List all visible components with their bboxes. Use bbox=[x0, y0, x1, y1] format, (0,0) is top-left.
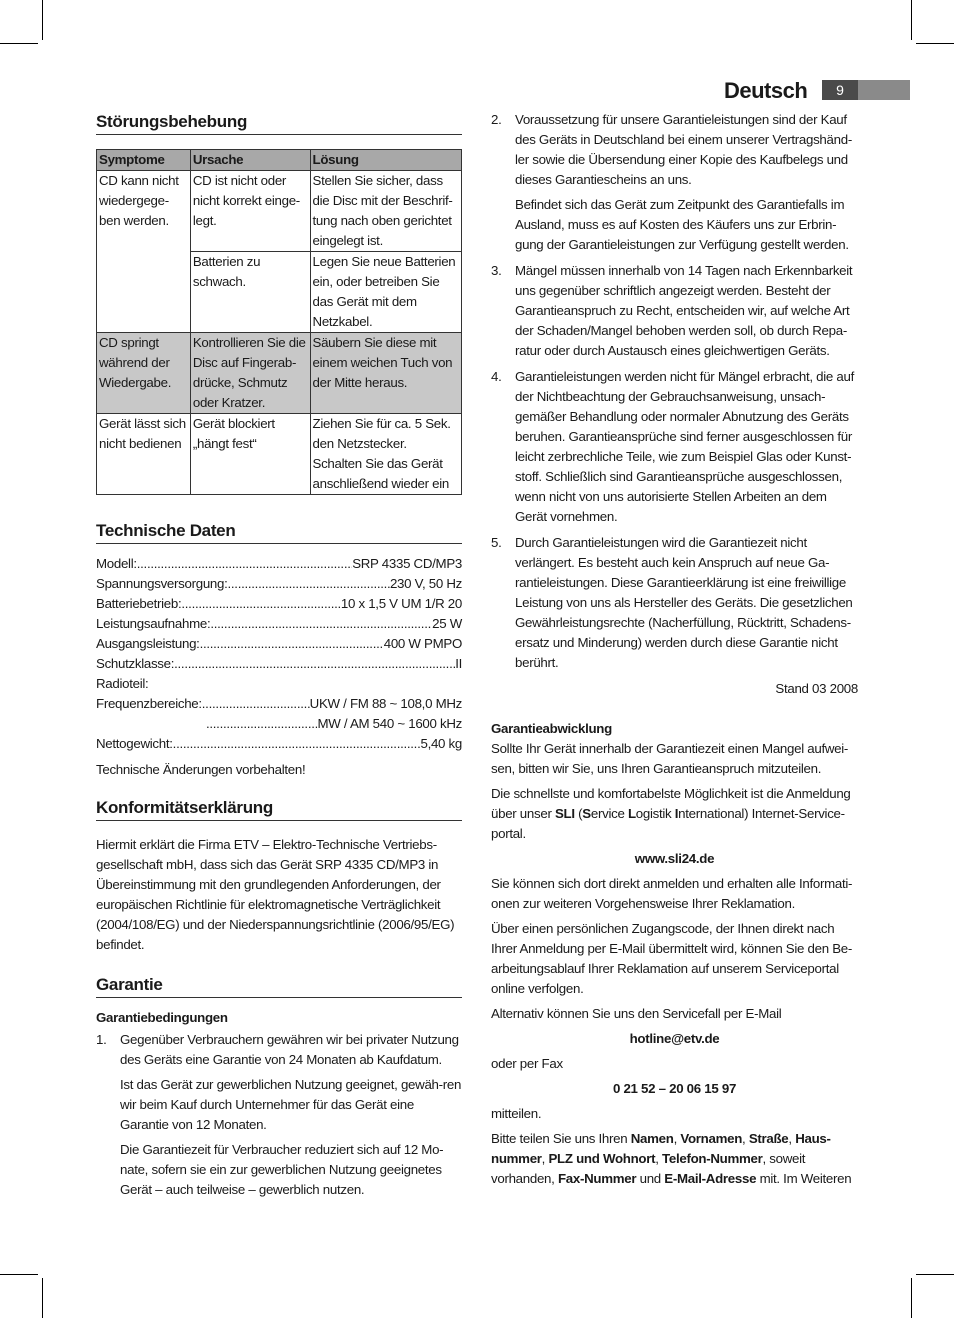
crop-mark bbox=[0, 43, 38, 44]
spec-list bbox=[96, 554, 462, 754]
troubleshooting-table bbox=[96, 149, 462, 495]
list-item: 4. Garantieleistungen werden nicht für Mängel erbracht, die auf der Nichtbeachtung der Gebrauchsanweisung, unsach-gemäßer Behandlung oder normaler Abnutzung des Geräts beruhen. Garantieansprüche sind ferner ausgeschlossen für leicht zerbrechliche Teile, wie zum Beispiel Glas oder Kunst-stoff. Schließlich sind Garantieansprüche ausgeschlossen, wenn nicht von uns autorisierte Stellen Arbeiten an dem Gerät vornehmen. bbox=[491, 369, 855, 524]
warranty-list bbox=[96, 1030, 462, 1200]
handling-text: Über einen persönlichen Zugangscode, der Ihnen direkt nach Ihrer Anmeldung per E-Mail übermittelt wird, können Sie den Be-arbeitungsablauf Ihrer Reklamation auf unserem Serviceportal online verfolgen. bbox=[491, 921, 852, 996]
table-cell: Gerät blockiert „hängt fest“ bbox=[190, 414, 310, 495]
table-cell: CD kann nicht wiedergege-ben werden. bbox=[97, 171, 191, 333]
crop-mark bbox=[0, 1274, 38, 1275]
list-item: 2. Voraussetzung für unsere Garantieleistungen sind der Kauf des Geräts in Deutschland bei einem unserer Vertragshänd-ler sowie die Übersendung einer Kopie des Kaufbelegs und dieses Garantiescheins an uns. Befindet sich das Gerät zum Zeitpunkt des Garantiefalls im Ausland, muss es auf Kosten des Käufers uns zur Erbrin-gung der Garantieleistungen zur Verfügung gestellt werden. bbox=[491, 112, 852, 252]
list-item: 3. Mängel müssen innerhalb von 14 Tagen nach Erkennbarkeit uns gegenüber schriftlich angezeigt werden. Besteht der Garantieanspruch zu Recht, entscheiden wir, auf welche Art der Schaden/Mangel behoben werden soll, ob durch Repa-ratur oder durch Austausch eines gleichwertigen Geräts. bbox=[491, 263, 853, 358]
column-header: Lösung bbox=[310, 150, 461, 171]
spec-row: Frequenzbereiche: ..... UKW / FM 88 ~ 108,0 MHz bbox=[96, 694, 462, 714]
conformity-title: Konformitätserklärung bbox=[96, 798, 462, 821]
spec-row: Leistungsaufnahme: ..... 25 W bbox=[96, 614, 462, 634]
table-cell: CD ist nicht oder nicht korrekt einge-legt. bbox=[190, 171, 310, 252]
column-header: Symptome bbox=[97, 150, 191, 171]
spec-row: Schutzklasse: ..... II bbox=[96, 654, 462, 674]
handling-final-text: Bitte teilen Sie uns Ihren Namen, Vornamen, Straße, Haus-nummer, PLZ und Wohnort, Telefon-Nummer, soweit vorhanden, Fax-Nummer und E-Mail-Adresse mit. Im Weiteren bbox=[491, 1131, 852, 1186]
table-cell: Säubern Sie diese mit einem weichen Tuch von der Mitte heraus. bbox=[310, 333, 461, 414]
troubleshooting-title: Störungsbehebung bbox=[96, 112, 462, 135]
crop-mark bbox=[916, 43, 954, 44]
spec-row: Batteriebetrieb: ..... 10 x 1,5 V UM 1/R 20 bbox=[96, 594, 462, 614]
table-row bbox=[97, 414, 462, 495]
handling-text: Sollte Ihr Gerät innerhalb der Garantiezeit einen Mangel aufwei-sen, bitten wir Sie, uns Ihren Garantieanspruch mitzuteilen. bbox=[491, 741, 849, 776]
spec-row: Modell: ..... SRP 4335 CD/MP3 bbox=[96, 554, 462, 574]
crop-mark bbox=[911, 0, 912, 40]
list-item: 1. Gegenüber Verbrauchern gewähren wir bei privater Nutzung des Geräts eine Garantie von 24 Monaten ab Kaufdatum. Ist das Gerät zur gewerblichen Nutzung geeignet, gewäh-ren wir beim Kauf durch Unternehmer für das Gerät eine Garantie von 12 Monaten. Die Garantiezeit für Verbraucher reduziert sich auf 12 Mo-nate, sofern sie ein zur gewerblichen Nutzung geeignetes Gerät – auch teilweise – gewerblich nutzen. bbox=[96, 1032, 462, 1197]
column-header: Ursache bbox=[190, 150, 310, 171]
email-link[interactable]: hotline@etv.de bbox=[629, 1031, 720, 1046]
tech-data-title: Technische Daten bbox=[96, 521, 462, 544]
handling-text: mitteilen. bbox=[491, 1106, 542, 1121]
crop-mark bbox=[911, 1278, 912, 1318]
warranty-conditions-title: Garantiebedingungen bbox=[96, 1010, 228, 1025]
handling-text: Die schnellste und komfortabelste Möglichkeit ist die Anmeldung über unser SLI (Service Logistik International) Internet-Service-portal. bbox=[491, 786, 851, 841]
table-cell: Legen Sie neue Batterien ein, oder betreiben Sie das Gerät mit dem Netzkabel. bbox=[310, 252, 461, 333]
language-heading: Deutsch bbox=[724, 78, 808, 103]
table-cell: Stellen Sie sicher, dass die Disc mit der Beschrif-tung nach oben gerichtet eingelegt ist. bbox=[310, 171, 461, 252]
page-number-bar bbox=[858, 80, 910, 100]
left-column bbox=[96, 112, 462, 1206]
warranty-title: Garantie bbox=[96, 975, 462, 998]
table-header-row bbox=[97, 150, 462, 171]
handling-title: Garantieabwicklung bbox=[491, 721, 612, 736]
handling-text: Sie können sich dort direkt anmelden und erhalten alle Informati-onen zur weiteren Vorgehensweise Ihrer Reklamation. bbox=[491, 876, 853, 911]
list-item: 5. Durch Garantieleistungen wird die Garantiezeit nicht verlängert. Es besteht auch kein Anspruch auf neue Ga-rantieleistungen. Diese Garantieerklärung ist eine freiwillige Leistung von uns als Hersteller des Geräts. Die gesetzlichen Gewährleistungsrechte (Nacherfüllung, Rücktritt, Schadens-ersatz und Minderung) werden durch diese Garantie nicht berührt. bbox=[491, 535, 853, 670]
radio-label: Radioteil: bbox=[96, 676, 149, 691]
spec-row: ..... MW / AM 540 ~ 1600 kHz bbox=[96, 714, 462, 734]
table-cell: Kontrollieren Sie die Disc auf Fingerab-drücke, Schmutz oder Kratzer. bbox=[190, 333, 310, 414]
right-column bbox=[491, 110, 858, 1194]
table-row bbox=[97, 333, 462, 414]
table-cell: Ziehen Sie für ca. 5 Sek. den Netzstecker. Schalten Sie das Gerät anschließend wieder ein bbox=[310, 414, 461, 495]
crop-mark bbox=[42, 1278, 43, 1318]
handling-text: Alternativ können Sie uns den Servicefall per E-Mail bbox=[491, 1006, 782, 1021]
table-cell: Batterien zu schwach. bbox=[190, 252, 310, 333]
spec-row: Nettogewicht: ..... 5,40 kg bbox=[96, 734, 462, 754]
fax-number: 0 21 52 – 20 06 15 97 bbox=[612, 1081, 737, 1096]
crop-mark bbox=[42, 0, 43, 40]
warranty-list-continued bbox=[491, 110, 858, 673]
table-cell: CD springt während der Wiedergabe. bbox=[97, 333, 191, 414]
tech-note: Technische Änderungen vorbehalten! bbox=[96, 762, 306, 777]
stand-date: Stand 03 2008 bbox=[775, 681, 858, 696]
table-row bbox=[97, 171, 462, 252]
crop-mark bbox=[916, 1274, 954, 1275]
conformity-text: Hiermit erklärt die Firma ETV – Elektro-Technische Vertriebs-gesellschaft mbH, dass sich das Gerät SRP 4335 CD/MP3 in Übereinstimmung mit den grundlegenden Anforderungen, der europäischen Richtlinie für elektromagnetische Verträglichkeit (2004/108/EG) und der Niederspannungsrichtlinie (2006/95/EG) befindet. bbox=[96, 837, 455, 952]
website-link[interactable]: www.sli24.de bbox=[634, 851, 715, 866]
page-number: 9 bbox=[822, 80, 858, 100]
handling-text: oder per Fax bbox=[491, 1056, 563, 1071]
table-cell: Gerät lässt sich nicht bedienen bbox=[97, 414, 191, 495]
spec-row: Spannungsversorgung: ..... 230 V, 50 Hz bbox=[96, 574, 462, 594]
spec-row: Ausgangsleistung: ..... 400 W PMPO bbox=[96, 634, 462, 654]
